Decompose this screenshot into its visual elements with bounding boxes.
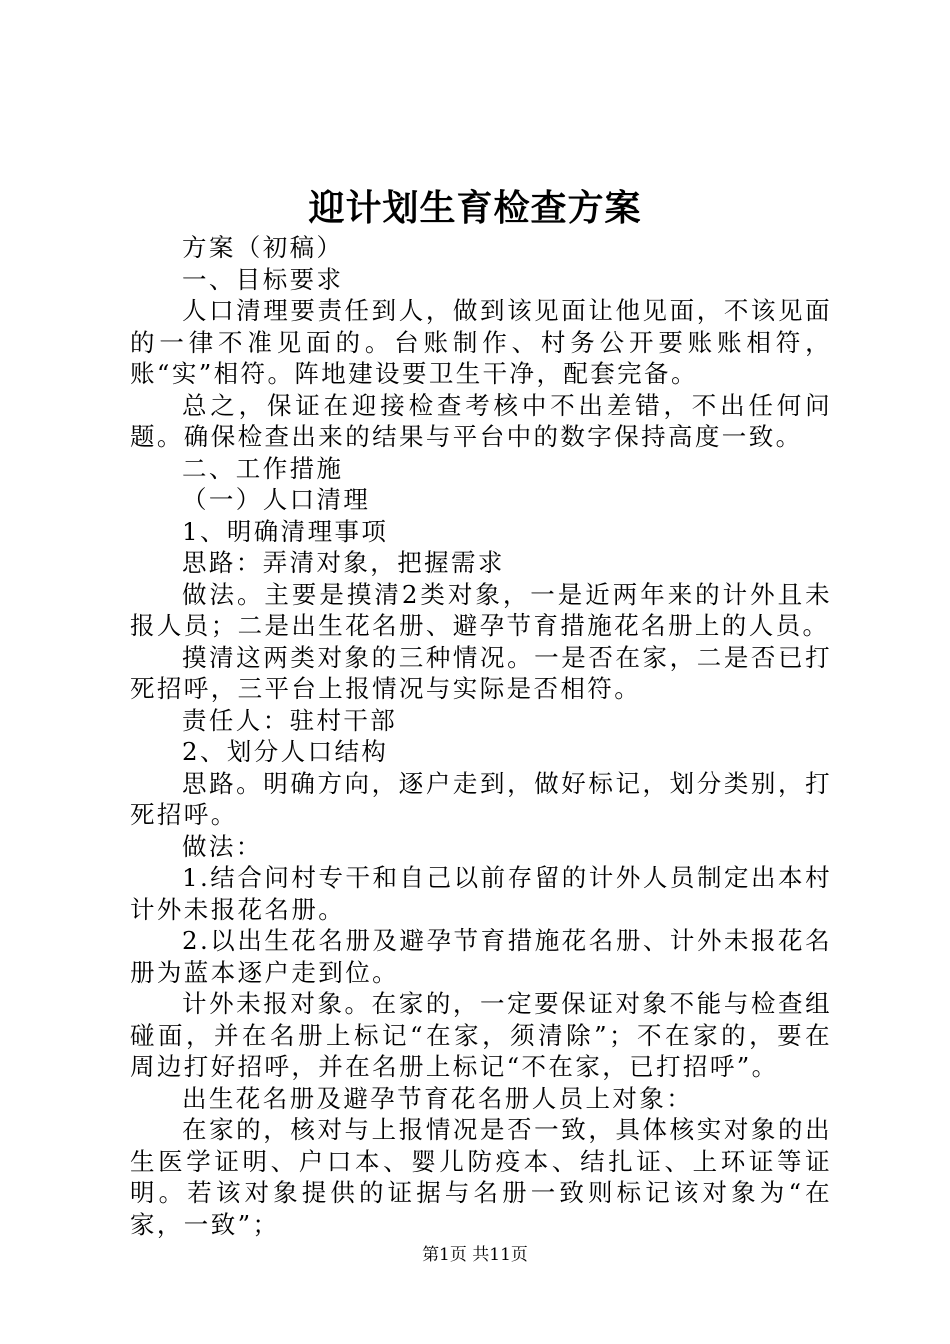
paragraph: 思路。明确方向，逐户走到，做好标记，划分类别，打死招呼。	[130, 768, 832, 829]
paragraph: 1.结合问村专干和自己以前存留的计外人员制定出本村计外未报花名册。	[130, 863, 832, 924]
paragraph: 思路：弄清对象，把握需求	[182, 548, 505, 577]
paragraph: 计外未报对象。在家的，一定要保证对象不能与检查组碰面，并在名册上标记“在家，须清除”；不在家的，要在周边打好招呼，并在名册上标记“不在家，已打招呼”。	[130, 989, 832, 1081]
heading-measures: 二、工作措施	[182, 453, 344, 483]
subheading-item-2: 2、划分人口结构	[182, 737, 389, 766]
page-footer: 第1页 共11页	[422, 1245, 528, 1265]
paragraph: 做法。主要是摸清2类对象，一是近两年来的计外且未报人员；二是出生花名册、避孕节育措施花名册上的人员。	[130, 579, 832, 640]
paragraph: 人口清理要责任到人，做到该见面让他见面，不该见面的一律不准见面的。台账制作、村务公开要账账相符，账“实”相符。阵地建设要卫生干净，配套完备。	[130, 296, 832, 388]
document-title: 迎计划生育检查方案	[308, 187, 642, 229]
paragraph: 摸清这两类对象的三种情况。一是否在家，二是否已打死招呼，三平台上报情况与实际是否相符。	[130, 642, 832, 703]
paragraph: 出生花名册及避孕节育花名册人员上对象：	[182, 1083, 694, 1113]
paragraph: 总之，保证在迎接检查考核中不出差错，不出任何问题。确保检查出来的结果与平台中的数字保持高度一致。	[130, 390, 832, 451]
document-body	[130, 232, 832, 1240]
paragraph-responsible: 责任人：驻村干部	[182, 705, 398, 735]
paragraph: 做法：	[182, 831, 263, 861]
paragraph: 2.以出生花名册及避孕节育措施花名册、计外未报花名册为蓝本逐户走到位。	[130, 926, 832, 987]
subheading-item-1: 1、明确清理事项	[182, 516, 389, 546]
subheading-population-cleanup: （一）人口清理	[182, 485, 371, 514]
heading-goals: 一、目标要求	[182, 264, 344, 294]
paragraph: 在家的，核对与上报情况是否一致，具体核实对象的出生医学证明、户口本、婴儿防疫本、结扎证、上环证等证明。若该对象提供的证据与名册一致则标记该对象为“在家，一致”；	[130, 1115, 832, 1239]
paragraph-draft-label: 方案（初稿）	[182, 233, 344, 262]
